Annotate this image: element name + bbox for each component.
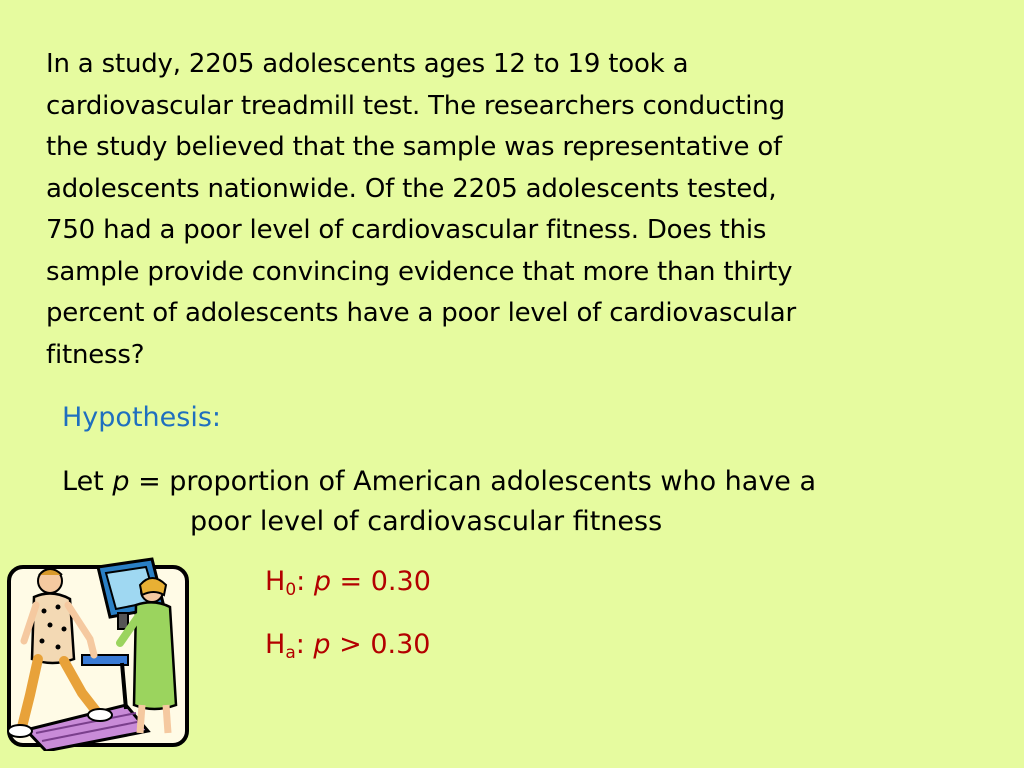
null-param: p: [313, 566, 331, 597]
treadmill-test-clipart-icon: [6, 555, 192, 751]
null-subscript: 0: [285, 580, 297, 600]
parameter-definition: [62, 462, 982, 542]
null-symbol: H: [265, 566, 286, 597]
alternative-hypothesis: [265, 625, 430, 665]
alt-param: p: [313, 629, 331, 660]
problem-line: the study believed that the sample was representative of: [46, 132, 783, 162]
problem-line: cardiovascular treadmill test. The researchers conducting: [46, 90, 785, 121]
problem-line: fitness?: [46, 339, 145, 370]
null-hypothesis: [265, 562, 431, 602]
problem-line: adolescents nationwide. Of the 2205 adolescents tested,: [46, 173, 777, 204]
alt-colon: :: [295, 629, 314, 660]
null-colon: :: [296, 566, 314, 597]
parameter-symbol: p: [112, 466, 130, 497]
alt-subscript: a: [285, 643, 296, 663]
definition-line-2: poor level of cardiovascular fitness: [190, 506, 663, 537]
problem-line: In a study, 2205 adolescents ages 12 to 19 took a: [46, 49, 689, 79]
null-relation: = 0.30: [330, 566, 431, 597]
definition-text: = proportion of American adolescents who have a: [129, 466, 817, 497]
problem-statement: [46, 44, 996, 376]
problem-line: percent of adolescents have a poor level of cardiovascular: [46, 298, 796, 328]
problem-line: sample provide convincing evidence that more than thirty: [46, 256, 793, 287]
alt-symbol: H: [265, 629, 286, 660]
problem-line: 750 had a poor level of cardiovascular fitness. Does this: [46, 215, 767, 245]
alt-relation: > 0.30: [330, 629, 431, 660]
definition-line-1: [62, 462, 982, 502]
let-word: Let: [62, 466, 104, 497]
hypothesis-heading: Hypothesis:: [62, 402, 221, 433]
